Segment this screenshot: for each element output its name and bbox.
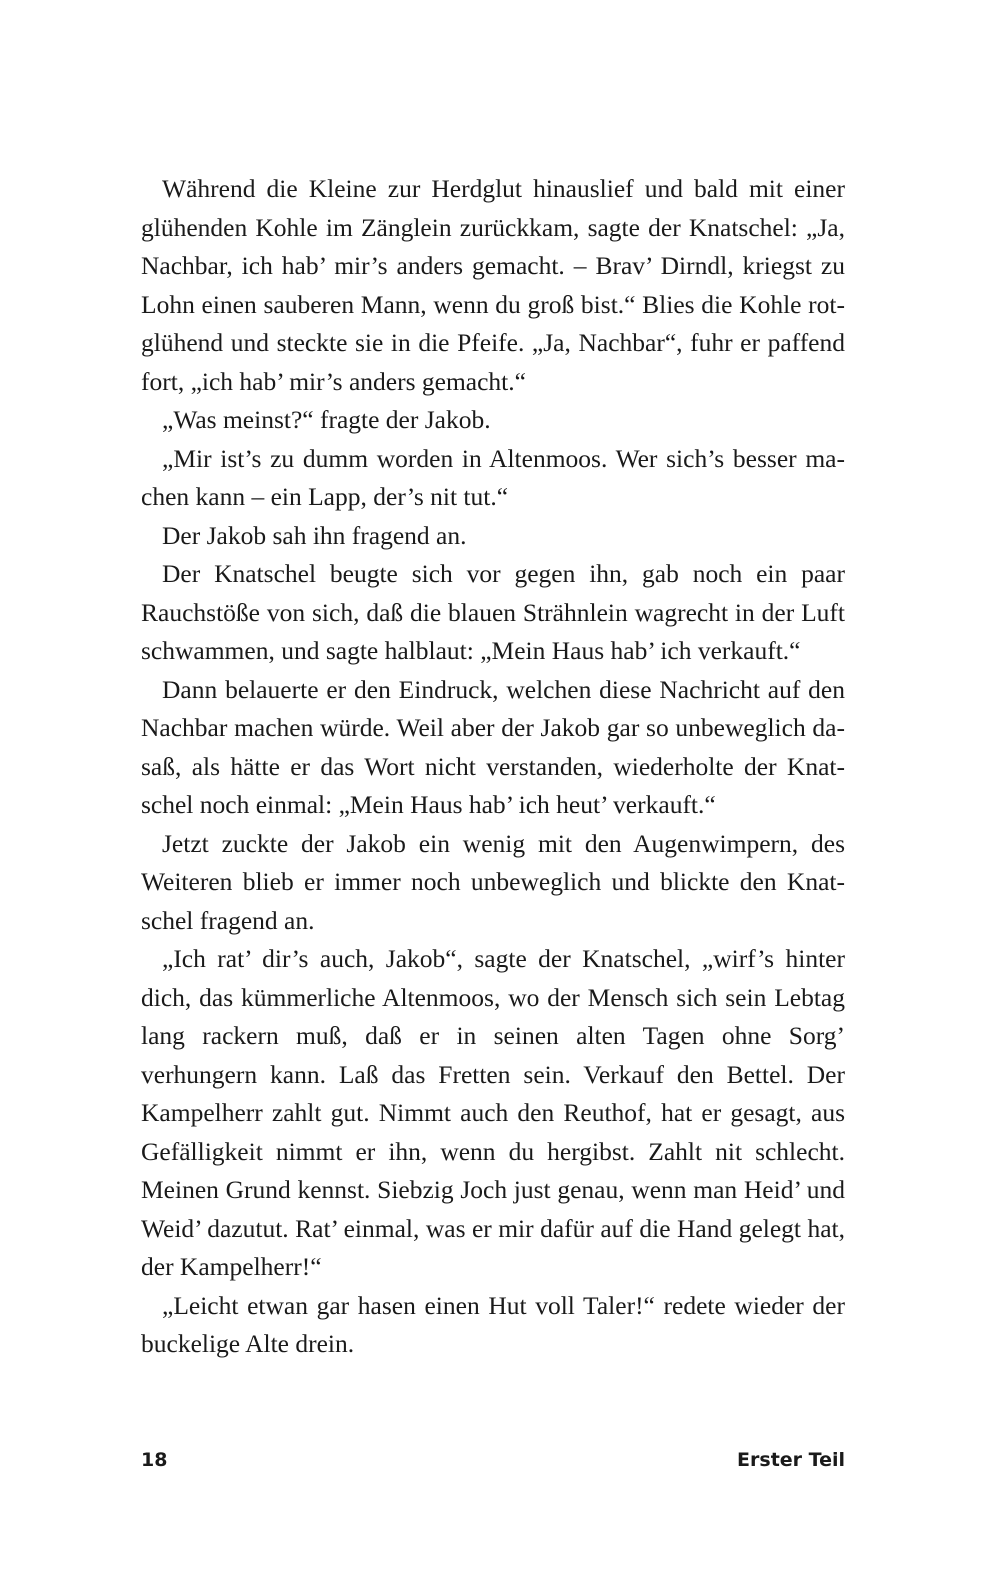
running-head: Erster Teil (737, 1449, 845, 1471)
paragraph-2: „Was meinst?“ fragte der Jakob. (162, 405, 491, 434)
page-footer (141, 1449, 845, 1479)
paragraph-3: „Mir ist’s zu dumm worden in Altenmoos. Wer sich’s besser machen kann – ein Lapp, der’s nit tut.“ (141, 443, 845, 511)
paragraph-6: Dann belauerte er den Eindruck, welchen diese Nachricht auf den Nachbar machen würde. Weil aber der Jakob gar so unbeweglich dasaß, als hätte er das Wort nicht verstanden, wiederholte der Knatschel noch einmal: „Mein Haus hab’ ich heut’ verkauft.“ (141, 674, 845, 819)
paragraph-4: Der Jakob sah ihn fragend an. (162, 520, 467, 550)
paragraph-1: Während die Kleine zur Herdglut hinauslief und bald mit einer glühenden Kohle im Zänglein zurückkam, sagte der Knatschel: „Ja, Nachbar, ich hab’ mir’s anders gemacht. – Brav’ Dirndl, kriegst zu Lohn einen sauberen Mann, wenn du groß bist.“ Blies die Kohle rotglühend und steckte sie in die Pfeife. „Ja, Nachbar“, fuhr er paffend fort, „ich hab’ mir’s anders gemacht.“ (141, 174, 845, 396)
paragraph-8: „Ich rat’ dir’s auch, Jakob“, sagte der Knatschel, „wirf’s hinter dich, das kümmerliche Altenmoos, wo der Mensch sich sein Lebtag lang rackern muß, daß er in seinen alten Tagen ohne Sorg’ verhungern kann. Laß das Fretten sein. Verkauf den Bettel. Der Kampelherr zahlt gut. Nimmt auch den Reuthof, hat er gesagt, aus Gefälligkeit nimmt er ihn, wenn du hergibst. Zahlt nit schlecht. Meinen Grund kennst. Siebzig Joch just genau, wenn man Heid’ und Weid’ dazutut. Rat’ einmal, was er mir dafür auf die Hand gelegt hat, der Kampelherr!“ (141, 944, 845, 1281)
body-text (141, 170, 845, 1364)
paragraph-9: „Leicht etwan gar hasen einen Hut voll Taler!“ redete wieder der buckelige Alte drein. (141, 1290, 845, 1358)
paragraph-5: Der Knatschel beugte sich vor gegen ihn, gab noch ein paar Rauchstöße von sich, daß die blauen Strähnlein wagrecht in der Luft schwammen, und sagte halblaut: „Mein Haus hab’ ich verkauft.“ (141, 559, 845, 665)
paragraph-7: Jetzt zuckte der Jakob ein wenig mit den Augenwimpern, des Weiteren blieb er immer noch unbeweglich und blickte den Knatschel fragend an. (141, 828, 845, 935)
page-number: 18 (141, 1449, 168, 1471)
